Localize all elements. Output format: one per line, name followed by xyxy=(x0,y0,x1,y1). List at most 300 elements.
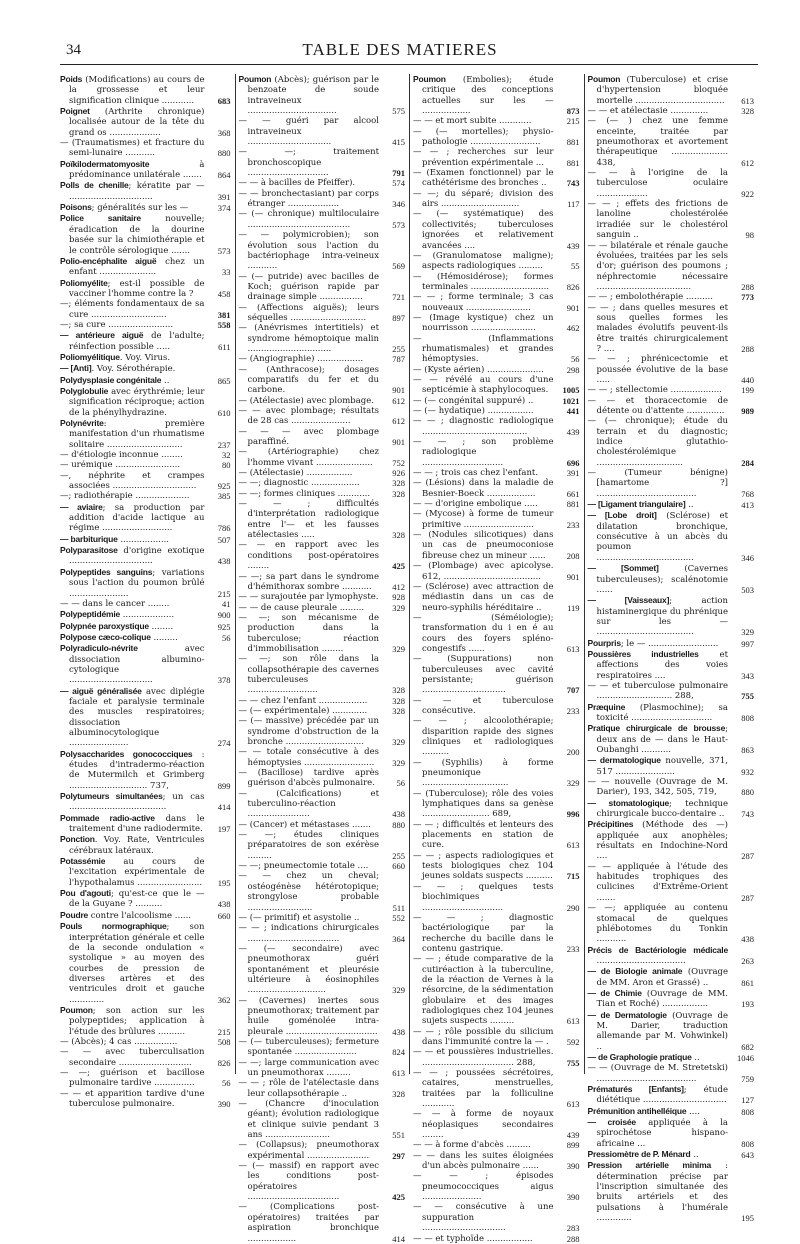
entry-text xyxy=(588,416,729,468)
entry-description: — (Complications post-opératoires) traitées par aspiration bronchique .................. xyxy=(238,1202,379,1244)
entry-text xyxy=(588,649,729,681)
entry-text xyxy=(239,272,380,303)
index-entry xyxy=(60,159,231,181)
entry-text xyxy=(413,820,554,851)
entry-description: — (— ) chez une femme enceinte, traitée par pneumothorax et avortement thérapeutique ..................... 438, xyxy=(587,116,728,168)
entry-text xyxy=(60,386,205,418)
entry-page-ref: 880 xyxy=(217,148,231,159)
entry-text xyxy=(60,813,205,835)
entry-text xyxy=(588,1117,729,1149)
entry-description: — (— tuberculeuses); fermeture spontanée ....................... xyxy=(238,1036,379,1058)
entry-page-ref: 197 xyxy=(217,824,231,835)
page-number: 34 xyxy=(66,42,81,58)
entry-page-ref: 925 xyxy=(217,621,231,632)
index-entry xyxy=(239,116,406,147)
entry-description: — — et atélectasie .............. xyxy=(587,106,709,117)
entry-page-ref: 385 xyxy=(217,491,231,502)
entry-heading: Polyparasitose xyxy=(60,545,118,556)
entry-description: — —; son rôle dans la collapsothérapie des cavernes tuberculeuses .......................... xyxy=(238,654,379,696)
entry-description: (Abcès); guérison par le benzoate de soude intraveineux ................................. xyxy=(247,75,379,117)
entry-description: — — ; diagnostic radiologique ....................................... xyxy=(413,416,554,437)
entry-text xyxy=(239,406,380,427)
index-entry xyxy=(413,147,580,168)
entry-description: — (Cancer) et métastases ....... xyxy=(238,819,371,830)
entry-description: — — nouvelle (Ouvrage de M. Darier), 193, 342, 505, 719, xyxy=(587,777,728,798)
entry-page-ref: 899 xyxy=(566,1140,580,1151)
entry-description: — — chez l'enfant .................. xyxy=(238,695,368,706)
entry-page-ref: 328 xyxy=(392,705,405,716)
entry-text xyxy=(413,1068,554,1109)
index-entry xyxy=(413,416,580,437)
entry-page-ref: 441 xyxy=(566,406,580,416)
entry-description: avec diplégie faciale et paralysie terminale des muscles respiratoires; dissociation albuminocytologique ...................... xyxy=(69,686,205,749)
entry-page-ref: 787 xyxy=(392,354,405,365)
entry-page-ref: 381 xyxy=(217,309,231,320)
index-entry xyxy=(588,862,755,903)
index-entry xyxy=(413,913,580,954)
entry-text xyxy=(588,1160,729,1223)
entry-text xyxy=(413,851,554,882)
index-entry xyxy=(588,199,755,240)
entry-page-ref: 328 xyxy=(392,488,405,499)
index-entry xyxy=(60,299,231,320)
index-entry xyxy=(588,1063,755,1084)
index-entry xyxy=(588,354,755,385)
entry-page-ref: 414 xyxy=(217,802,231,813)
entry-heading: — de Chimie xyxy=(587,987,642,998)
entry-page-ref: 98 xyxy=(745,230,754,241)
entry-page-ref: 329 xyxy=(392,602,405,613)
entry-page-ref: 288 xyxy=(566,1233,580,1244)
entry-description: — — surajoutée par lymophyste. xyxy=(238,592,379,603)
index-entry xyxy=(239,603,406,613)
entry-page-ref: 328 xyxy=(741,106,754,117)
entry-text xyxy=(413,509,554,530)
entry-text xyxy=(239,147,380,178)
index-entry xyxy=(60,791,231,813)
entry-page-ref: 199 xyxy=(741,385,754,396)
entry-heading: Pourpris xyxy=(587,637,621,648)
entry-text xyxy=(588,303,729,355)
index-entry xyxy=(413,561,580,582)
index-entry xyxy=(60,856,231,888)
entry-description: — (Abcès); 4 cas ................ xyxy=(60,1036,178,1047)
index-entry xyxy=(413,1047,580,1068)
entry-page-ref: 56 xyxy=(571,354,580,365)
index-entry xyxy=(60,813,231,835)
index-entry xyxy=(239,468,406,478)
entry-heading: Police sanitaire xyxy=(60,213,141,224)
entry-text xyxy=(413,789,554,820)
entry-page-ref: 55 xyxy=(571,261,580,272)
entry-description: d'origine exotique ............................... xyxy=(69,546,205,567)
entry-page-ref: 610 xyxy=(217,407,231,418)
index-entry xyxy=(239,74,406,116)
entry-description: — (Syphilis) à forme pneumonique ................................ xyxy=(413,757,554,789)
entry-page-ref: 613 xyxy=(566,1099,580,1110)
entry-page-ref: 193 xyxy=(741,999,754,1010)
entry-description: ; technique chirurgicale bucco-dentaire .. xyxy=(596,798,728,820)
entry-page-ref: 413 xyxy=(741,500,754,511)
entry-text xyxy=(239,354,380,364)
entry-description: — — ; étude comparative de la cutiréaction à la tuberculine, de la réaction de Vernes à la résorcine, de la sédimentation globulaire et des images radiologiques chez 104 jeunes sujets suspects ......... xyxy=(413,954,554,1027)
entry-text xyxy=(413,758,554,789)
entry-description: avec dissociation albumino-cytologique ............................... xyxy=(69,644,205,686)
entry-text xyxy=(588,385,729,395)
entry-description: — — ; effets des frictions de lanoline cholestérolée irradiée sur le cholestérol sanguin .. xyxy=(587,199,728,241)
entry-text xyxy=(60,213,205,255)
entry-text xyxy=(60,180,205,202)
index-entry xyxy=(239,944,406,996)
entry-page-ref: 683 xyxy=(217,95,231,106)
entry-page-ref: 329 xyxy=(392,643,405,654)
entry-text xyxy=(588,755,729,777)
entry-text xyxy=(413,313,554,334)
index-entry xyxy=(413,582,580,613)
index-entry xyxy=(239,1140,406,1161)
entry-page-ref: 926 xyxy=(392,468,405,479)
index-entry xyxy=(60,202,231,213)
entry-heading: Polio-encéphalite aiguë xyxy=(60,255,157,266)
entry-description: — — ; rôle de l'atélectasie dans leur collapsothérapie .. xyxy=(238,1078,379,1099)
entry-description: — — ; trois cas chez l'enfant. xyxy=(413,468,539,479)
entry-page-ref: 864 xyxy=(217,170,231,181)
index-entry xyxy=(588,595,755,637)
entry-description: — — ; poussées sécrétoires, cataires, menstruelles, traitées par la folliculine ............ xyxy=(413,1068,554,1110)
index-entry xyxy=(60,502,231,534)
entry-text xyxy=(413,913,554,954)
entry-description: — — polymicrobien); son évolution sous l'action du bactériophage intra-veineux ........... xyxy=(238,230,379,272)
entry-text xyxy=(60,363,205,374)
index-entry xyxy=(413,1140,580,1150)
entry-page-ref: 440 xyxy=(741,374,754,385)
entry-description: — — et apparition tardive d'une tuberculose pulmonaire. xyxy=(60,1088,205,1109)
entry-text xyxy=(239,944,380,996)
index-entry xyxy=(413,375,580,396)
index-entry xyxy=(413,365,580,375)
entry-page-ref: 791 xyxy=(392,168,405,179)
entry-page-ref: 391 xyxy=(217,191,231,202)
entry-text xyxy=(239,1140,380,1161)
entry-text xyxy=(60,450,205,460)
index-entry xyxy=(239,406,406,427)
entry-text xyxy=(588,1084,729,1106)
entry-text xyxy=(239,540,380,571)
entry-description: ; son interprétation générale et celle de la seconde ondulation « systolique » au moyen des courbes de pression de diverses artères et des ventricules droit et gauche ............. xyxy=(69,922,205,1005)
entry-page-ref: 707 xyxy=(566,685,580,696)
entry-page-ref: 613 xyxy=(566,643,580,654)
index-entry xyxy=(413,696,580,717)
entry-page-ref: 438 xyxy=(392,809,405,820)
entry-description: — — ; difficultés et lenteurs des placements en station de cure. xyxy=(413,819,554,851)
index-entry xyxy=(60,632,231,643)
index-entry xyxy=(239,396,406,406)
entry-description: — — à l'origine de la tuberculose oculaire ................... xyxy=(587,168,728,199)
index-entry xyxy=(239,1099,406,1140)
entry-heading: — de Graphologie pratique xyxy=(587,1051,692,1062)
entry-description: — (Tuberculose); rôle des voies lymphatiques dans sa genèse ......................... 689, xyxy=(413,788,554,820)
entry-page-ref: 33 xyxy=(222,267,231,278)
entry-page-ref: 329 xyxy=(392,737,405,747)
index-entry xyxy=(413,272,580,293)
entry-description: .. xyxy=(685,500,694,511)
index-entry xyxy=(239,147,406,178)
index-entry xyxy=(239,499,406,540)
index-entry xyxy=(413,716,580,757)
entry-page-ref: 592 xyxy=(566,1036,580,1047)
entry-description: — (Affections aiguës); leurs séquelles ............................ xyxy=(238,302,379,323)
entry-text xyxy=(239,74,380,116)
index-entry xyxy=(588,777,755,798)
entry-description: ................... xyxy=(120,610,175,621)
entry-page-ref: 390 xyxy=(217,1099,231,1109)
entry-description: ; variations sous l'action du poumon brûlé ...................... xyxy=(69,567,205,599)
entry-description: — (Calcifications) et tuberculino-réaction ....................... xyxy=(238,788,379,820)
index-entry xyxy=(588,292,755,302)
entry-page-ref: 768 xyxy=(741,488,754,499)
index-entry xyxy=(239,1078,406,1099)
index-entry xyxy=(239,323,406,354)
entry-text xyxy=(60,375,205,386)
index-entry xyxy=(60,749,231,791)
entry-page-ref: 208 xyxy=(566,550,580,561)
entry-text xyxy=(588,702,729,724)
entry-description: et affections des voies respiratoires .... xyxy=(596,649,728,681)
entry-text xyxy=(239,747,380,768)
index-entry xyxy=(60,491,231,501)
entry-description: — — dans le cancer ........ xyxy=(60,598,170,609)
entry-heading: — [Sommet] xyxy=(587,563,659,574)
index-entry xyxy=(413,251,580,272)
entry-text xyxy=(413,416,554,437)
entry-text xyxy=(60,352,205,363)
entry-page-ref: 901 xyxy=(566,302,580,313)
entry-description: ; est-il possible de vacciner l'homme contre la ? xyxy=(69,278,205,299)
index-entry xyxy=(239,489,406,499)
entry-page-ref: 558 xyxy=(217,319,231,330)
entry-description: . Voy. Sérothérapie. xyxy=(91,364,176,375)
entry-description: — — dans les suites éloignées d'un abcès pulmonaire ...... xyxy=(413,1150,554,1172)
entry-description: — (Angiographie) ................. xyxy=(238,354,364,365)
index-entry xyxy=(588,1010,755,1052)
entry-page-ref: 743 xyxy=(566,178,580,189)
entry-description: — — de cause pleurale ......... xyxy=(238,602,365,613)
index-entry xyxy=(60,74,231,106)
entry-page-ref: 195 xyxy=(217,877,231,888)
entry-page-ref: 613 xyxy=(566,1016,580,1027)
entry-page-ref: 881 xyxy=(566,157,580,168)
entry-text xyxy=(413,127,554,148)
entry-description: — (— hydatique) ................. xyxy=(413,406,534,416)
entry-page-ref: 119 xyxy=(567,602,580,613)
index-entry xyxy=(413,499,580,509)
entry-text xyxy=(239,913,380,923)
entry-heading: Poids xyxy=(60,74,83,84)
entry-text xyxy=(413,1171,554,1202)
entry-text xyxy=(239,1078,380,1099)
index-entry xyxy=(588,241,755,293)
entry-page-ref: 901 xyxy=(392,437,405,448)
entry-description: — — ; aspects radiologiques et tests biologiques chez 104 jeunes soldats suspects .......... xyxy=(413,850,554,882)
index-entry xyxy=(588,499,755,510)
entry-page-ref: 897 xyxy=(392,312,405,323)
entry-page-ref: 298 xyxy=(566,364,580,375)
entry-description: — — ; diagnostic bactériologique par la recherche du bacille dans le contenu gastrique. xyxy=(413,912,554,954)
entry-page-ref: 997 xyxy=(741,638,754,649)
entry-page-ref: 901 xyxy=(566,571,580,582)
entry-description: — — ; dans quelles mesures et sous quelles formes les malades évolutifs peuvent-ils être traités chirurgicalement ? .... xyxy=(587,302,728,354)
entry-page-ref: 328 xyxy=(392,685,405,696)
entry-description: — — ; stellectomie ................... xyxy=(587,385,722,396)
index-entry xyxy=(60,545,231,567)
entry-page-ref: 215 xyxy=(217,588,231,599)
entry-text xyxy=(60,888,205,910)
entry-page-ref: 863 xyxy=(741,745,754,755)
entry-text xyxy=(239,613,380,654)
entry-description: — —; diagnostic .................. xyxy=(238,478,360,489)
entry-heading: Poïkilodermatomyosite xyxy=(60,158,150,169)
index-entry xyxy=(588,1117,755,1149)
entry-text xyxy=(239,592,380,602)
entry-page-ref: 643 xyxy=(741,1150,754,1161)
entry-page-ref: 612 xyxy=(392,416,405,427)
index-entry xyxy=(588,702,755,724)
index-entry xyxy=(239,230,406,271)
index-entry xyxy=(60,375,231,386)
entry-text xyxy=(60,1068,205,1089)
index-entry xyxy=(239,209,406,230)
index-column-3 xyxy=(409,74,584,1244)
entry-text xyxy=(60,921,205,1005)
index-entry xyxy=(413,820,580,851)
index-entry xyxy=(239,613,406,654)
index-entry xyxy=(588,385,755,395)
entry-text xyxy=(413,468,554,478)
entry-description: — (Cavernes) inertes sous pneumothorax; traitement par huile goménolée intra-pleurale .................................. xyxy=(238,995,379,1037)
entry-heading: — aviaire xyxy=(60,501,103,512)
entry-page-ref: 900 xyxy=(217,610,231,621)
index-entry xyxy=(588,966,755,988)
index-entry xyxy=(239,478,406,488)
entry-text xyxy=(239,427,380,448)
entry-text xyxy=(60,330,205,352)
entry-page-ref: 552 xyxy=(392,912,405,923)
index-entry xyxy=(588,988,755,1010)
entry-heading: Polypeptides sanguins xyxy=(60,566,153,577)
entry-text xyxy=(413,334,554,365)
entry-description: ; sa production par addition d'acide lactique au régime .......................... xyxy=(69,502,205,534)
index-entry xyxy=(413,313,580,334)
entry-heading: Polyradiculo-névrite xyxy=(60,643,138,654)
index-entry xyxy=(588,106,755,116)
entry-heading: — [Lobe droit] xyxy=(587,510,657,521)
index-entry xyxy=(60,888,231,910)
entry-page-ref: 808 xyxy=(741,712,754,723)
entry-description: — (Anthracose); dosages comparatifs du fer et du carbone. xyxy=(238,364,379,396)
entry-text xyxy=(413,954,554,1026)
entry-page-ref: 759 xyxy=(741,1073,754,1084)
entry-description: — — guéri par alcool intraveineux ............................... xyxy=(238,116,379,148)
index-entry xyxy=(413,127,580,148)
entry-description: — — ; rôle possible du silicium dans l'immunité contre la — . xyxy=(413,1026,554,1047)
entry-description: — — consécutive à une suppuration ............................... xyxy=(413,1202,554,1234)
index-entry xyxy=(239,354,406,364)
entry-description: — (Examen fonctionnel) par le cathétérisme des bronches .. xyxy=(413,168,554,189)
entry-description: chez un enfant ..................... xyxy=(69,256,205,278)
entry-description: — — et mort subite ............ xyxy=(413,116,532,127)
entry-description: : détermination précise par l'inscription simultanée des bruits artériels et des pulsations à l'humérale ............. xyxy=(596,1161,728,1224)
entry-description: — (Nodules silicotiques) dans un cas de pneumoconiose fibreuse chez un mineur ...... xyxy=(413,530,554,561)
entry-description: de l'adulte; réinfection possible ..... xyxy=(69,331,205,352)
index-entry xyxy=(413,1234,580,1244)
entry-text xyxy=(239,468,380,478)
entry-description: (Plasmochine); sa toxicité .............................. xyxy=(596,702,728,723)
entry-page-ref: 41 xyxy=(222,598,231,609)
entry-heading: Poliomyélite xyxy=(60,277,108,288)
entry-heading: — [Anti] xyxy=(60,363,92,374)
entry-description: — — à forme de noyaux néoplasiques secondaires ........ xyxy=(413,1109,554,1141)
entry-description: — (— primitif) et asystolie .. xyxy=(238,912,360,923)
index-entry xyxy=(60,450,231,460)
entry-description: — (— expérimentale) ............. xyxy=(238,705,368,716)
entry-page-ref: 808 xyxy=(741,1138,754,1149)
index-entry xyxy=(239,923,406,944)
entry-description: — — avec plombage; résultats de 28 cas ...................... xyxy=(238,406,379,427)
index-entry xyxy=(588,396,755,417)
entry-description: dans le traitement d'une radiodermite. xyxy=(69,813,205,835)
entry-text xyxy=(413,530,554,561)
entry-text xyxy=(413,168,554,189)
entry-heading: Potassémie xyxy=(60,856,106,867)
entry-description: — — (Ouvrage de M. Stretetski) ..................................... xyxy=(587,1063,728,1084)
entry-description: .... xyxy=(686,1106,700,1117)
entry-text xyxy=(588,199,729,240)
entry-text xyxy=(239,871,380,912)
entry-text xyxy=(588,1149,729,1160)
index-entry xyxy=(60,386,231,418)
entry-heading: Polytumeurs simultanées xyxy=(60,791,163,802)
entry-description: ; généralités sur les — xyxy=(91,203,189,214)
entry-page-ref: 503 xyxy=(741,584,754,595)
entry-text xyxy=(60,138,205,159)
entry-page-ref: 865 xyxy=(217,375,231,386)
entry-text xyxy=(239,303,380,324)
entry-text xyxy=(60,159,205,181)
entry-text xyxy=(239,1161,380,1202)
entry-text xyxy=(588,945,729,967)
entry-page-ref: 287 xyxy=(741,851,754,862)
entry-description: appliquée à la spirochétose hispano-africaine ... xyxy=(596,1118,728,1149)
entry-page-ref: 508 xyxy=(217,1036,231,1047)
entry-heading: Polysaccharides gonococciques xyxy=(60,748,193,759)
entry-description: — d'étiologie inconnue ........ xyxy=(60,450,183,461)
entry-description: — (Artériographie) chez l'homme vivant ..................... xyxy=(238,447,379,468)
entry-text xyxy=(60,278,205,300)
entry-page-ref: 439 xyxy=(566,240,580,251)
index-entry xyxy=(60,567,231,599)
index-entry xyxy=(239,830,406,861)
entry-description: — (Mycose) à forme de tumeur primitive .......................... xyxy=(413,509,554,530)
entry-description: (Embolies); étude critique des conceptions actuelles sur les — .................. xyxy=(422,75,554,117)
index-entry xyxy=(60,418,231,450)
entry-text xyxy=(413,189,554,210)
entry-description: — — appliquée à l'étude des habitudes trophiques des culicines d'Extrême-Orient ....... xyxy=(587,861,728,903)
entry-description: ........ xyxy=(148,621,174,632)
entry-page-ref: 328 xyxy=(392,530,405,541)
entry-page-ref: 773 xyxy=(741,292,754,303)
entry-text xyxy=(413,1027,554,1048)
entry-heading: Pression artérielle minima xyxy=(587,1160,711,1171)
